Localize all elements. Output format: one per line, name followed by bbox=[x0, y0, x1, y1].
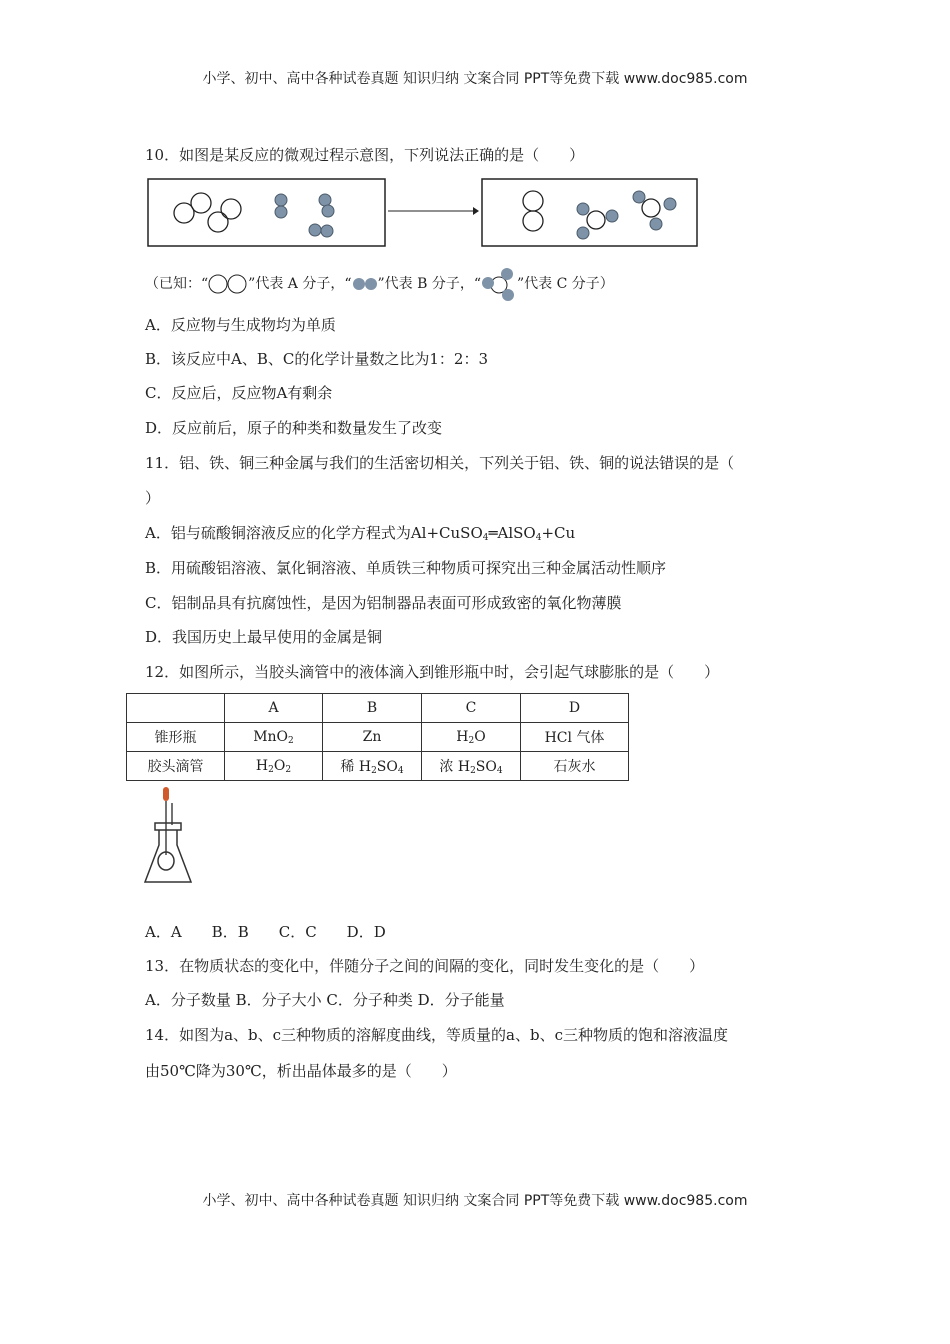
page-footer: 小学、初中、高中各种试卷真题 知识归纳 文案合同 PPT等免费下载 www.doc985.com bbox=[202, 1193, 748, 1209]
text: O bbox=[474, 728, 486, 745]
table-row bbox=[127, 723, 629, 752]
q11-option-c: C．铝制品具有抗腐蚀性，是因为铝制器品表面可形成致密的氧化物薄膜 bbox=[145, 594, 622, 612]
q11-option-b: B．用硫酸铝溶液、氯化铜溶液、单质铁三种物质可探究出三种金属活动性顺序 bbox=[145, 559, 667, 577]
q12-answers: A．A B．B C．C D．D bbox=[145, 923, 386, 941]
text: O bbox=[273, 757, 286, 774]
q13-options: A．分子数量 B．分子大小 C．分子种类 D．分子能量 bbox=[145, 991, 505, 1009]
header-cell: C bbox=[422, 694, 521, 723]
q10-option-a: A．反应物与生成物均为单质 bbox=[145, 316, 336, 334]
cell bbox=[323, 752, 422, 781]
header-cell: B bbox=[323, 694, 422, 723]
subscript: 2 bbox=[468, 735, 475, 746]
subscript: 2 bbox=[470, 766, 476, 776]
text: A．铝与硫酸铜溶液反应的化学方程式为Al+CuSO bbox=[145, 524, 483, 542]
subscript: 4 bbox=[496, 766, 503, 776]
q10-legend bbox=[145, 266, 614, 302]
header-cell: D bbox=[521, 694, 629, 723]
text: H bbox=[456, 728, 469, 745]
q11-stem: 11．铝、铁、铜三种金属与我们的生活密切相关，下列关于铝、铁、铜的说法错误的是（ bbox=[145, 454, 735, 472]
q14-stem-cont: 由50℃降为30℃，析出晶体最多的是（ ） bbox=[145, 1062, 457, 1080]
header-cell bbox=[127, 694, 225, 723]
legend-text: ”代表 C 分子） bbox=[517, 276, 614, 292]
row-label: 锥形瓶 bbox=[127, 723, 225, 752]
cell bbox=[225, 723, 323, 752]
text: H bbox=[255, 757, 269, 774]
legend-text: （已知：“ bbox=[145, 276, 209, 292]
row-label: 胶头滴管 bbox=[127, 752, 225, 781]
cell bbox=[422, 752, 521, 781]
text: MnO bbox=[253, 728, 289, 745]
molecule-c-icon bbox=[481, 266, 517, 302]
text: 稀 H bbox=[340, 759, 372, 775]
q14-stem: 14．如图为a、b、c三种物质的溶解度曲线，等质量的a、b、c三种物质的饱和溶液温度 bbox=[145, 1026, 728, 1044]
table-row bbox=[127, 752, 629, 781]
reaction-diagram bbox=[145, 176, 705, 251]
q11-option-d: D．我国历史上最早使用的金属是铜 bbox=[145, 628, 383, 646]
text: SO bbox=[475, 759, 497, 775]
q11-stem-cont: ） bbox=[145, 489, 161, 507]
q10-option-b: B．该反应中A、B、C的化学计量数之比为1：2：3 bbox=[145, 350, 488, 368]
cell: 石灰水 bbox=[521, 752, 629, 781]
subscript: 2 bbox=[288, 735, 294, 746]
q10-option-c: C．反应后，反应物A有剩余 bbox=[145, 384, 333, 402]
subscript: 2 bbox=[268, 764, 274, 775]
subscript: 4 bbox=[482, 533, 489, 543]
q10-stem: 10．如图是某反应的微观过程示意图，下列说法正确的是（ ） bbox=[145, 146, 585, 164]
subscript: 2 bbox=[285, 764, 292, 775]
q12-stem: 12．如图所示，当胶头滴管中的液体滴入到锥形瓶中时，会引起气球膨胀的是（ ） bbox=[145, 663, 720, 681]
cell bbox=[225, 752, 323, 781]
molecule-a-icon bbox=[208, 274, 248, 294]
subscript: 4 bbox=[535, 533, 542, 543]
molecule-b-icon bbox=[352, 277, 378, 291]
cell: Zn bbox=[323, 723, 422, 752]
page-header: 小学、初中、高中各种试卷真题 知识归纳 文案合同 PPT等免费下载 www.doc985.com bbox=[202, 71, 748, 87]
text: +Cu bbox=[541, 524, 576, 542]
q12-table bbox=[126, 693, 629, 781]
text: ═AlSO bbox=[488, 524, 536, 542]
table-header-row bbox=[127, 694, 629, 723]
legend-text: ”代表 B 分子，“ bbox=[377, 276, 482, 292]
text: 浓 H bbox=[439, 759, 471, 775]
q11-option-a bbox=[145, 523, 575, 548]
q13-stem: 13．在物质状态的变化中，伴随分子之间的间隔的变化，同时发生变化的是（ ） bbox=[145, 957, 705, 975]
q10-option-d: D．反应前后，原子的种类和数量发生了改变 bbox=[145, 419, 443, 437]
text: SO bbox=[376, 759, 398, 775]
subscript: 4 bbox=[397, 766, 404, 776]
cell: HCl 气体 bbox=[521, 723, 629, 752]
legend-text: ”代表 A 分子，“ bbox=[248, 276, 352, 292]
header-cell: A bbox=[225, 694, 323, 723]
subscript: 2 bbox=[371, 766, 377, 776]
cell bbox=[422, 723, 521, 752]
flask-with-dropper-icon bbox=[140, 785, 200, 890]
